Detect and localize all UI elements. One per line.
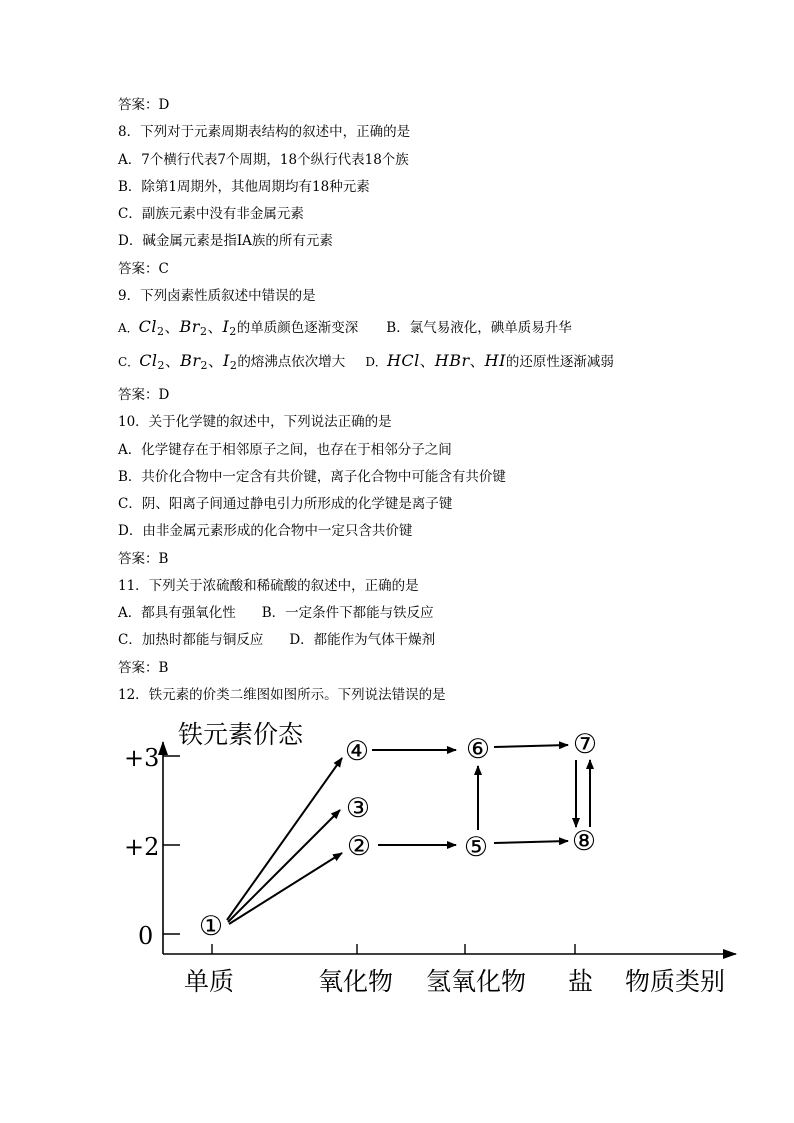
question-12-stem: 12．铁元素的价类二维图如图所示。下列说法错误的是 xyxy=(118,687,446,703)
formula-hbr: HBr xyxy=(434,351,470,370)
question-11-options-cd xyxy=(118,631,435,649)
arrow-1-to-4 xyxy=(227,758,342,920)
answer-q9: 答案：D xyxy=(118,387,170,403)
answer-q10: 答案：B xyxy=(118,551,169,567)
x-category-elemental: 单质 xyxy=(184,967,235,996)
node-7: ⑦ xyxy=(572,729,598,760)
y-axis-title: 铁元素价态 xyxy=(178,720,304,749)
arrow-5-to-8 xyxy=(494,841,568,843)
answer-q7: 答案：D xyxy=(118,97,170,113)
node-8: ⑧ xyxy=(571,826,597,857)
option-c-label: C． xyxy=(118,355,140,369)
arrow-6-to-7 xyxy=(494,745,568,747)
y-tick-label-plus3: +3 xyxy=(124,744,160,772)
node-2: ② xyxy=(346,831,372,862)
option-d-text: D．都能作为气体干燥剂 xyxy=(289,632,436,648)
question-9-stem: 9．下列卤素性质叙述中错误的是 xyxy=(118,288,316,304)
question-11-stem: 11．下列关于浓硫酸和稀硫酸的叙述中，正确的是 xyxy=(118,578,419,594)
formula-cl2: $Cl_2$ xyxy=(138,317,165,338)
question-10-stem: 10．关于化学键的叙述中，下列说法正确的是 xyxy=(118,414,392,430)
option-a-text: A．都具有强氧化性 xyxy=(118,605,236,621)
iron-valence-class-diagram xyxy=(0,710,794,1050)
option-d-text: 的还原性逐渐减弱 xyxy=(505,354,614,370)
x-axis-title: 物质类别 xyxy=(625,967,726,996)
option-c-text: 的熔沸点依次增大 xyxy=(237,354,346,370)
question-8-option-b: B．除第1周期外，其他周期均有18种元素 xyxy=(118,179,370,195)
formula-i2: $I_2$ xyxy=(222,351,238,372)
node-3: ③ xyxy=(345,793,371,824)
option-b-text: B．一定条件下都能与铁反应 xyxy=(261,605,434,621)
formula-i2: $I_2$ xyxy=(222,317,237,338)
formula-hi: HI xyxy=(484,351,506,370)
question-9-options-cd: C．$Cl_2$、$Br_2$、$I_2$的熔沸点依次增大 D．HCl、HBr、HI的还原性逐渐减弱 xyxy=(118,351,614,372)
formula-cl2: $Cl_2$ xyxy=(139,351,166,372)
question-8-option-d: D．碱金属元素是指IA族的所有元素 xyxy=(118,233,333,249)
question-8-option-c: C．副族元素中没有非金属元素 xyxy=(118,206,304,222)
question-10-option-d: D．由非金属元素形成的化合物中一定只含共价键 xyxy=(118,523,413,539)
option-a-text: 的单质颜色逐渐变深 xyxy=(236,320,359,336)
question-10-option-c: C．阴、阳离子间通过静电引力所形成的化学键是离子键 xyxy=(118,496,453,512)
node-6: ⑥ xyxy=(465,734,491,765)
node-1: ① xyxy=(198,911,224,942)
question-8-option-a: A．7个横行代表7个周期，18个纵行代表18个族 xyxy=(118,152,409,168)
arrow-1-to-3 xyxy=(228,810,340,922)
formula-br2: $Br_2$ xyxy=(179,317,208,338)
option-c-text: C．加热时都能与铜反应 xyxy=(118,632,264,648)
answer-q8: 答案：C xyxy=(118,261,169,277)
x-category-salt: 盐 xyxy=(568,967,594,996)
x-category-hydroxide: 氢氧化物 xyxy=(426,967,527,996)
formula-br2: $Br_2$ xyxy=(180,351,208,372)
option-a-label: A． xyxy=(118,321,139,335)
node-4: ④ xyxy=(344,736,370,767)
node-5: ⑤ xyxy=(463,832,489,863)
question-8-stem: 8．下列对于元素周期表结构的叙述中，正确的是 xyxy=(118,124,411,140)
x-category-oxide: 氧化物 xyxy=(318,967,394,996)
question-10-option-a: A．化学键存在于相邻原子之间，也存在于相邻分子之间 xyxy=(118,442,452,458)
question-10-option-b: B．共价化合物中一定含有共价键，离子化合物中可能含有共价键 xyxy=(118,469,506,485)
answer-q11: 答案：B xyxy=(118,660,169,676)
y-tick-label-zero: 0 xyxy=(138,922,154,950)
formula-hcl: HCl xyxy=(386,351,420,370)
option-d-label: D． xyxy=(365,355,387,369)
question-11-options-ab xyxy=(118,604,434,622)
y-tick-label-plus2: +2 xyxy=(124,833,160,861)
question-9-options-ab: A．$Cl_2$、$Br_2$、$I_2$的单质颜色逐渐变深 B．氯气易液化，碘单质易升华 xyxy=(118,317,572,338)
option-b-text: B．氯气易液化，碘单质易升华 xyxy=(386,320,572,336)
